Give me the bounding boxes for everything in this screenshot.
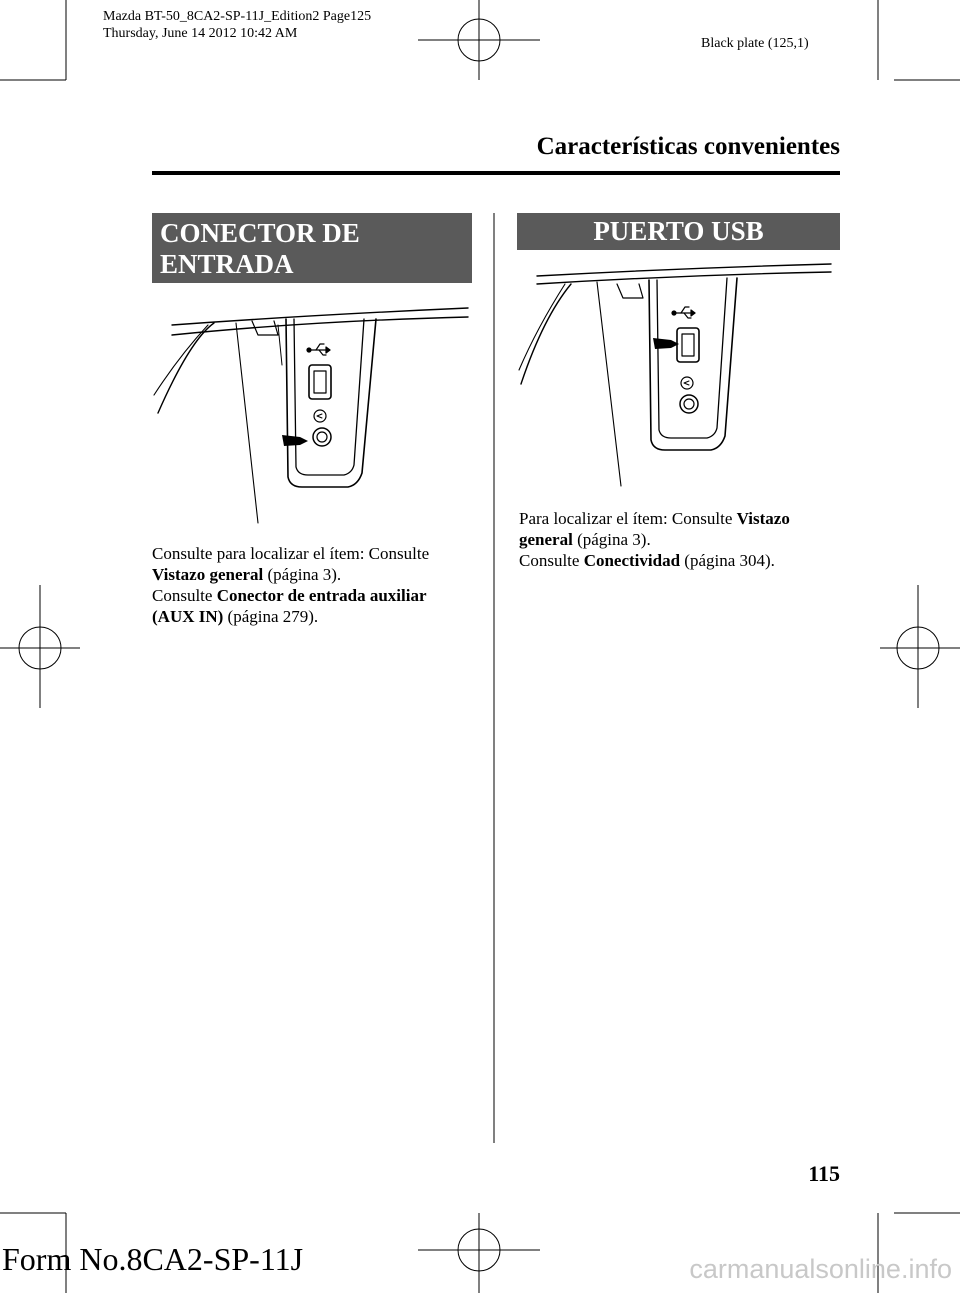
header-rule	[152, 171, 840, 175]
plate-label: Black plate (125,1)	[701, 36, 809, 51]
usb-p2: Consulte Conectividad (página 304).	[519, 551, 775, 570]
section-banner-usb: PUERTO USB	[517, 213, 840, 250]
aux-p1: Consulte para localizar el ítem: Consulte Vistazo general (página 3).	[152, 544, 430, 584]
link-conector-aux[interactable]: Conector de entrada auxiliar	[216, 586, 427, 605]
section-banner-aux-in	[152, 213, 472, 310]
link-general[interactable]: general	[519, 530, 573, 549]
pointer-arrow-icon	[653, 338, 679, 349]
usb-port-illustration	[513, 258, 843, 488]
usb-p1: Para localizar el ítem: Consulte Vistazo general (página 3).	[519, 509, 790, 549]
slug-line-1: Mazda BT-50_8CA2-SP-11J_Edition2 Page125	[103, 9, 372, 24]
page-number: 115	[808, 1161, 840, 1186]
link-conectividad[interactable]: Conectividad	[583, 551, 681, 570]
banner-line-1: CONECTOR DE ENTRADA	[160, 218, 360, 279]
link-aux-in[interactable]: (AUX IN)	[152, 607, 224, 626]
pointer-arrow-icon	[282, 435, 308, 446]
aux-in-description	[152, 543, 472, 627]
link-vistazo[interactable]: Vistazo	[736, 509, 790, 528]
usb-description	[519, 508, 839, 571]
aux-p2: Consulte Conector de entrada auxiliar (AUX IN) (página 279).	[152, 586, 427, 626]
link-vistazo-general[interactable]: Vistazo general	[152, 565, 264, 584]
banner-line-2: AUXILIAR (AUX IN)	[160, 280, 417, 310]
aux-in-illustration	[150, 295, 480, 525]
watermark: carmanualsonline.info	[689, 1254, 952, 1284]
form-number: Form No.8CA2-SP-11J	[2, 1241, 304, 1277]
slug-line-2: Thursday, June 14 2012 10:42 AM	[103, 26, 298, 41]
page-header-title: Características convenientes	[536, 133, 840, 160]
